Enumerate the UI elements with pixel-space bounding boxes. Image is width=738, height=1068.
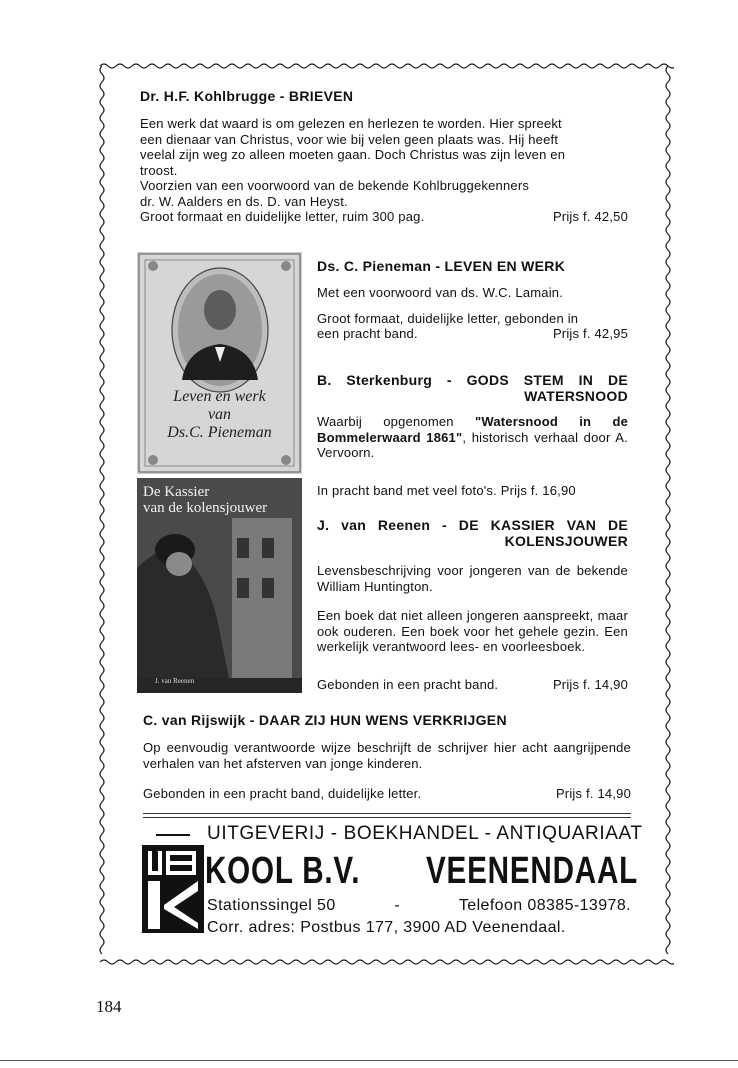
book3-desc: Waarbij opgenomen (317, 414, 454, 429)
book3-price: Prijs f. 16,90 (500, 483, 576, 498)
book2-description (317, 285, 628, 342)
book2-price: Prijs f. 42,95 (552, 326, 628, 341)
publisher-logo (142, 833, 204, 933)
divider (143, 817, 631, 818)
cover2-line: van de kolensjouwer (143, 500, 268, 516)
book3-format: In pracht band met veel foto's. (317, 483, 497, 498)
book-cover-pieneman (137, 252, 302, 474)
book4-format: Gebonden in een pracht band. (317, 677, 499, 692)
book1-format: Groot formaat en duidelijke letter, ruim 300 pag. (140, 209, 425, 224)
book4-title-line: KOLENSJOUWER (504, 533, 628, 549)
book4-title (317, 517, 628, 549)
publisher-city: VEENENDAAL (426, 850, 639, 892)
book1-line: een dienaar van Christus, voor wie bij velen geen plaats was. Hij heeft (140, 131, 559, 147)
cover1-text (137, 388, 302, 442)
book1-line: Een werk dat waard is om gelezen en herlezen te worden. Hier spreekt (140, 116, 562, 131)
logo-text (142, 833, 144, 834)
book1-line: dr. W. Aalders en ds. D. van Heyst. (140, 193, 348, 209)
book1-description (140, 116, 628, 225)
publisher-dash: - (394, 897, 401, 914)
book3-desc-bold: "Watersnood in de Bommelerwaard 1861" (317, 414, 629, 445)
book3-title-line: B. Sterkenburg - GODS STEM IN DE (317, 372, 628, 388)
cover2-line: De Kassier (143, 484, 210, 500)
book1-price: Prijs f. 42,50 (552, 209, 628, 224)
book5-format: Gebonden in een pracht band, duidelijke letter. (143, 786, 422, 801)
book3-description (317, 414, 628, 461)
book4-description-2: Een boek dat niet alleen jongeren aanspreekt, maar ook ouderen. Een boek voor het gehele gezin. Een werkelijk verantwoord lees- en voorleesboek. (317, 608, 628, 654)
book2-format: een pracht band. (317, 326, 418, 341)
publisher-street: Stationssingel 50 (207, 897, 336, 914)
publisher-name: KOOL B.V. (205, 850, 361, 892)
publisher-address (207, 897, 631, 915)
book-cover-kassier (137, 478, 302, 693)
cover2-title (143, 484, 267, 516)
book3-format-row (317, 483, 628, 499)
publisher-phone: Telefoon 08385-13978. (458, 897, 631, 914)
book4-price: Prijs f. 14,90 (552, 677, 628, 692)
divider (143, 813, 631, 814)
cover2-author: J. van Reenen (155, 677, 195, 685)
book2-intro: Met een voorwoord van ds. W.C. Lamain. (317, 285, 564, 300)
book4-description: Levensbeschrijving voor jongeren van de bekende William Huntington. (317, 563, 628, 594)
page-edge (0, 1060, 738, 1061)
book2-format: Groot formaat, duidelijke letter, gebonden in (317, 310, 579, 326)
book5-title: C. van Rijswijk - DAAR ZIJ HUN WENS VERKRIJGEN (143, 712, 507, 728)
book2-title: Ds. C. Pieneman - LEVEN EN WERK (317, 258, 566, 274)
book3-desc: , historisch verhaal door A. Vervoorn. (317, 429, 628, 460)
book5-format-row (143, 786, 631, 802)
book5-price: Prijs f. 14,90 (555, 786, 631, 801)
cover1-line: Ds.C. Pieneman (167, 424, 272, 441)
book5-description: Op eenvoudig verantwoorde wijze beschrijft de schrijver hier acht aangrijpende verhalen van het afsterven van jonge kinderen. (143, 740, 631, 771)
book1-line: Voorzien van een voorwoord van de bekende Kohlbruggekenners (140, 178, 530, 193)
publisher-tagline: UITGEVERIJ - BOEKHANDEL - ANTIQUARIAAT (207, 823, 643, 844)
book3-title (317, 372, 628, 404)
book3-title-line: WATERSNOOD (524, 388, 628, 404)
book1-line: troost. (140, 162, 178, 178)
cover1-line: Leven en werk (173, 388, 266, 405)
book4-format-row (317, 677, 628, 693)
book1-line: veelal zijn weg zo alleen moeten gaan. Doch Christus was zijn leven en (140, 147, 566, 162)
book1-title: Dr. H.F. Kohlbrugge - BRIEVEN (140, 88, 354, 104)
page-number: 184 (96, 997, 122, 1016)
book4-title-line: J. van Reenen - DE KASSIER VAN DE (317, 517, 628, 533)
cover1-line: van (207, 406, 232, 423)
publisher-corr: Corr. adres: Postbus 177, 3900 AD Veenendaal. (207, 919, 566, 936)
